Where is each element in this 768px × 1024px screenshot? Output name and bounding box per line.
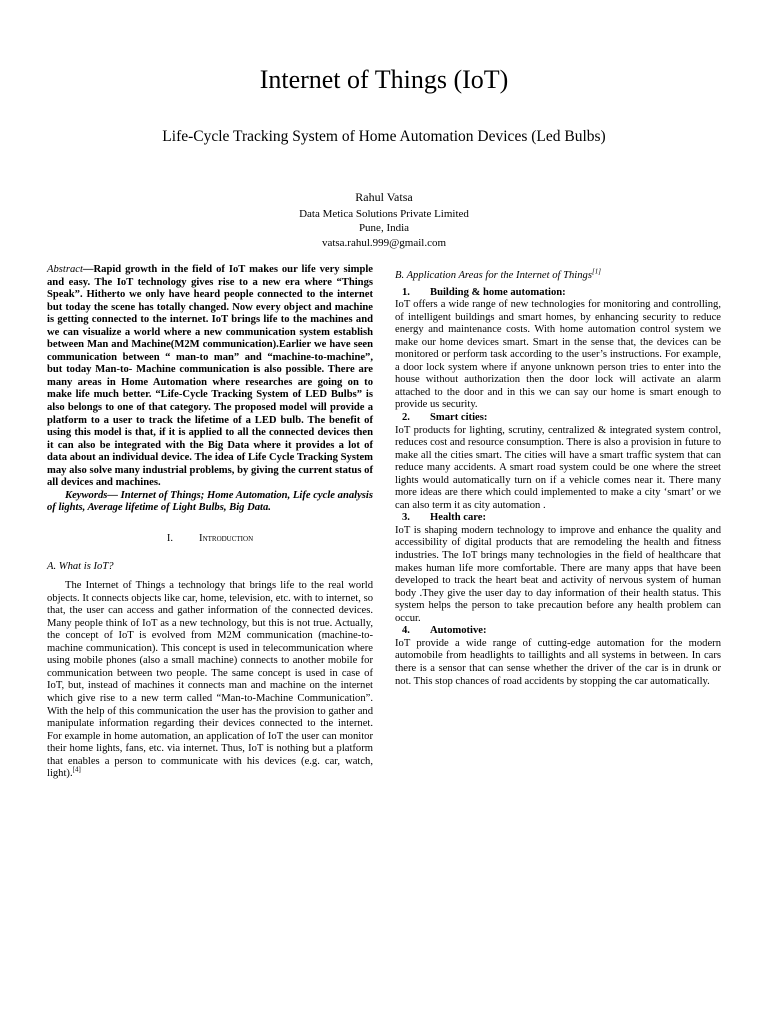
- introduction-text: The Internet of Things a technology that brings life to the real world objects. It connects objects like car, home, television, etc. with to internet, so that, the user can access and gather information of the connected devices. Many people think of IoT as a new technology, but this is not true. Actually, the concept of IoT is evolved from M2M communication (machine-to- machine communication). This concept is used in telecommunication where using mobile phones (also a small machine) connects to another mobile for communication between two people. The same concept is used in case of IoT, but, instead of machines it connects man and machine on the internet which give rise to a new term called “Man-to-Machine Communication”. With the help of this communication the user has the provision to gather and manipulate information regarding their devices connected to the internet. For example in home automation, an application of IoT the user can monitor their home lights, fans, etc. via internet. Thus, IoT is nothing but a platform that enables a person to communicate with his devices (e.g. car, watch, light).: [47, 580, 373, 780]
- right-column: [395, 267, 721, 688]
- paper-title: Internet of Things (IoT): [259, 65, 509, 94]
- author-name: Rahul Vatsa: [355, 190, 413, 204]
- section-heading-introduction: [47, 533, 373, 546]
- subsection-what-is-iot: A. What is IoT?: [47, 561, 114, 573]
- subsection-title: B. Application Areas for the Internet of Things: [395, 270, 592, 281]
- abstract-label: Abstract: [47, 264, 83, 275]
- item-heading-automotive: 4. Automotive:: [402, 625, 487, 637]
- keywords: Keywords— Internet of Things; Home Automation, Life cycle analysis of lights, Average lifetime of Light Bulbs, Big Data.: [47, 489, 373, 514]
- citation-ref: [4]: [72, 765, 81, 774]
- paper-subtitle: Life-Cycle Tracking System of Home Automation Devices (Led Bulbs): [162, 128, 606, 145]
- introduction-paragraph: [47, 580, 373, 781]
- item-heading-smart-cities: 2. Smart cities:: [402, 412, 488, 424]
- item-heading-home-automation: 1. Building & home automation:: [402, 286, 566, 298]
- item-text-health-care: IoT is shaping modern technology to improve and enhance the quality and accessibility of digital products that are remodeling the health and fitness industries. The IoT brings many technologies in the field of healthcare that makes human life more comfortable. There are many apps that have been developed to track the heart beat and activity of nervous system of human body .They give the user day to day information of their health status. This system helps the person to take precaution before any health problem can occur.: [395, 524, 721, 624]
- section-title: Introduction: [199, 532, 254, 544]
- item-heading-health-care: 3. Health care:: [402, 512, 486, 524]
- item-text-automotive: IoT provide a wide range of cutting-edge automation for the modern automobile from headlights to taillights and all systems in between. In cars there is a sensor that can sense whether the driver of the car is in drunk or not. This stop chances of road accidents by stopping the car automatically.: [395, 637, 721, 687]
- item-text-home-automation: IoT offers a wide range of new technologies for monitoring and controlling, of intelligent buildings and smart homes, by enhancing security to reduce energy and maintenance costs. With home automation control system we make our home devices smart. Smart in the sense that, the devices can be monitored or perform task according to the user’s instructions. For example, a door lock system where if anyone unknown person tries to enter into the house without authorization then the door lock will activate an alarm attached to the door and in this we can say our home is smart enough to provide us security.: [395, 299, 721, 411]
- left-column: [47, 264, 373, 781]
- abstract-text: —Rapid growth in the field of IoT makes our life very simple and easy. The IoT technology gives rise to a new era where “Things Speak”. Hitherto we only have heard people connected to the internet but today the scene has totally changed. Now every object and machine is getting connected to the internet. IoT brings life to the machines and we can visualize a world where a new communication system establish between Man and Machine(M2M communication).Earlier we have seen communication between “ man-to man” and “machine-to-machine”, but today Man-to- Machine communication is also possible. There are many areas in Home Automation where researches are going on to make life much better. “Life-Cycle Tracking System of LED Bulbs” is also belongs to one of that category. The proposed model will provide a platform to a user to track the lifetime of a LED bulb. The benefit of using this model is that, if it is applied to all the connected devices then it can also be integrated with the Big Data where it provides a lot of data about an individual device. The idea of Life Cycle Tracking System may also solve many industrial problems, by giving the current status of all devices and machines.: [47, 264, 373, 489]
- item-text-smart-cities: IoT products for lighting, scrutiny, centralized & integrated system control, reduces cost and resource consumption. There is also a provision in future to make all the cities smart. The cities will have a smart traffic system that can reduce many accidents. A smart road system could be one where the street lights would automatically turn on if a vehicle comes near it. There many more ideas are there which could implemented to make a city ‘smart’ or we can also term it as city automation .: [395, 424, 721, 511]
- citation-ref: [1]: [591, 267, 601, 276]
- abstract: [47, 264, 373, 490]
- author-location: Pune, India: [358, 222, 410, 234]
- author-organization: Data Metica Solutions Private Limited: [299, 208, 469, 220]
- section-number: I.: [166, 532, 174, 544]
- author-email: vatsa.rahul.999@gmail.com: [321, 237, 447, 249]
- subsection-application-areas: [395, 267, 721, 283]
